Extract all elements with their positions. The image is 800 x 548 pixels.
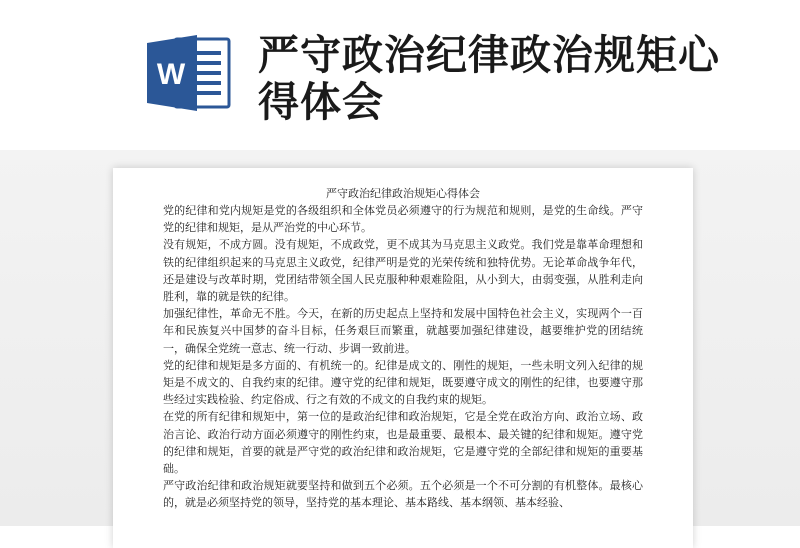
paragraph: 严守政治纪律和政治规矩就要坚持和做到五个必须。五个必须是一个不可分割的有机整体。最核心的，就是必须坚持党的领导，坚持党的基本理论、基本路线、基本纲领、基本经验、: [163, 479, 643, 510]
word-document-icon: [145, 33, 233, 113]
document-body: [163, 202, 643, 512]
paragraph: 没有规矩，不成方圆。没有规矩，不成政党，更不成其为马克思主义政党。我们党是靠革命理想和铁的纪律组织起来的马克思主义政党，纪律严明是党的光荣传统和独特优势。无论革命战争年代，还是建设与改革时期，党团结带领全国人民克服种种艰难险阻，从小到大，由弱变强，从胜利走向胜利，靠的就是铁的纪律。: [163, 238, 643, 304]
document-title: 严守政治纪律政治规矩心得体会: [326, 187, 480, 200]
document-page: [113, 168, 693, 548]
page-title: 严守政治纪律政治规矩心得体会: [258, 31, 720, 126]
paragraph: 在党的所有纪律和规矩中，第一位的是政治纪律和政治规矩，它是全党在政治方向、政治立场、政治言论、政治行动方面必须遵守的刚性约束，也是最重要、最根本、最关键的纪律和规矩。遵守党的纪律和规矩，首要的就是严守党的政治纪律和政治规矩，它是遵守党的全部纪律和规矩的重要基础。: [163, 410, 643, 476]
paragraph: 党的纪律和党内规矩是党的各级组织和全体党员必须遵守的行为规范和规则，是党的生命线。严守党的纪律和规矩，是从严治党的中心环节。: [163, 204, 643, 235]
header-banner: [0, 0, 800, 150]
paragraph: 加强纪律性，革命无不胜。今天，在新的历史起点上坚持和发展中国特色社会主义，实现两个一百年和民族复兴中国梦的奋斗目标，任务艰巨而繁重，就越要加强纪律建设，越要维护党的团结统一，确保全党统一意志、统一行动、步调一致前进。: [163, 307, 643, 355]
paragraph: 党的纪律和规矩是多方面的、有机统一的。纪律是成文的、刚性的规矩，一些未明文列入纪律的规矩是不成文的、自我约束的纪律。遵守党的纪律和规矩，既要遵守成文的刚性的纪律，也要遵守那些经过实践检验、约定俗成、行之有效的不成文的自我约束的规矩。: [163, 358, 643, 407]
word-icon-letter: W: [156, 58, 186, 91]
